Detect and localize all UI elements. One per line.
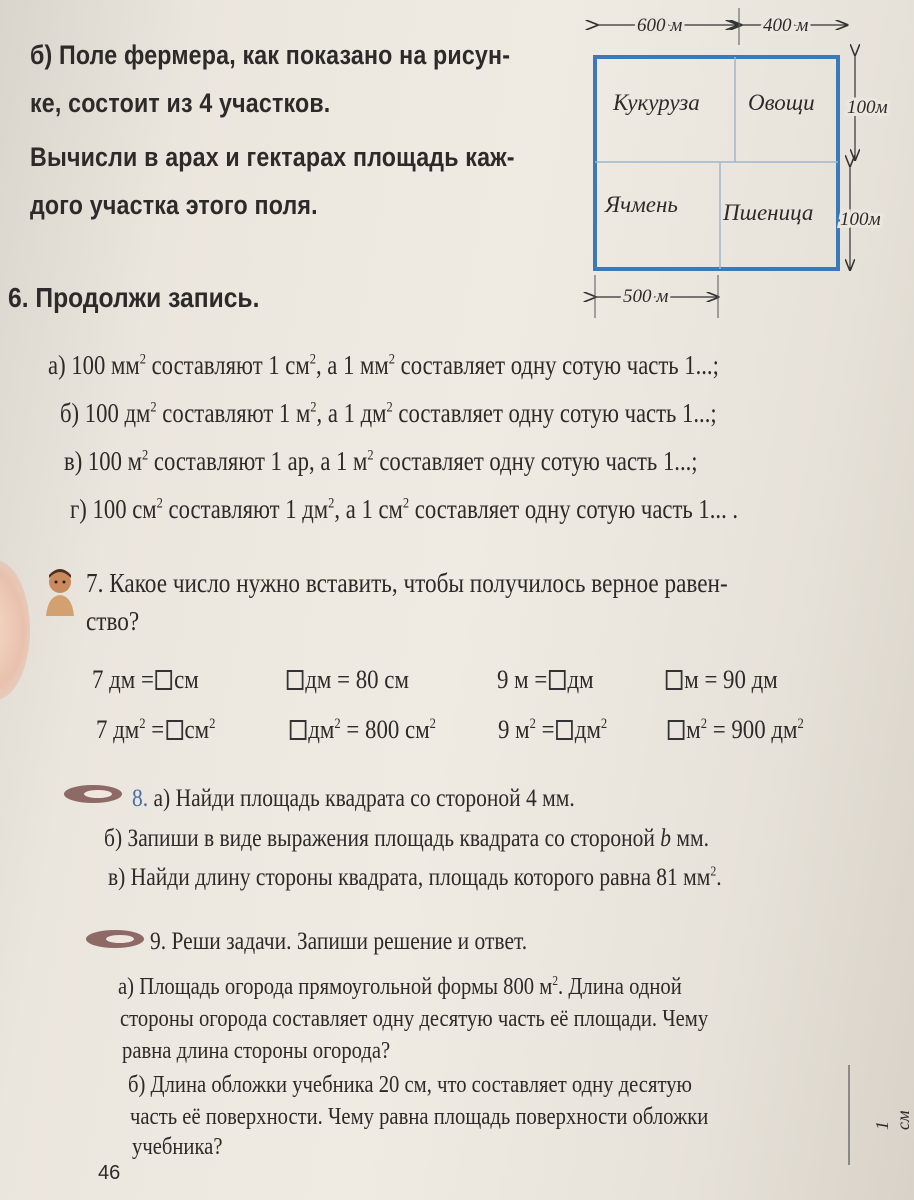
task9-title: 9. Реши задачи. Запиши решение и ответ. [150,928,528,955]
pencil-hand-icon [84,928,146,950]
task5b-line4: дого участка этого поля. [30,190,318,220]
answer-box[interactable] [290,720,307,740]
answer-box[interactable] [666,670,683,690]
answer-box[interactable] [668,720,685,740]
task5b-line1: б) Поле фермера, как показано на рисун- [30,40,511,70]
answer-box[interactable] [549,670,566,690]
svg-text:400 м: 400 м [763,15,809,36]
task6-item-g: г) 100 $см^2$ составляют 1 $дм^2$, а 1 $см^2$ составляет одну сотую часть 1... . [70,494,739,524]
answer-box[interactable] [166,720,183,740]
page-number: 46 [98,1162,121,1184]
answer-box[interactable] [156,670,173,690]
task9-b-line1: б) Длина обложки учебника 20 см, что составляет одну десятую [128,1072,692,1098]
eq-9m-dm: 9 м = дм [497,665,594,694]
task6-item-v: в) 100 $м^2$ составляют 1 ар, а 1 $м^2$ составляет одну сотую часть 1...; [64,446,698,476]
plot-vegetables-label: Овощи [748,90,815,115]
eq-7dm2-cm2: 7 $дм^2 = см^2$ [96,715,216,744]
task9-a-line3: равна длина стороны огорода? [122,1038,391,1064]
task6-item-a: а) 100 $мм^2$ составляют 1 $см^2$, а 1 $мм^2$ составляет одну сотую часть 1...; [48,350,719,380]
dimension-top-right [741,15,847,36]
task5b-line3: Вычисли в арах и гектарах площадь каж- [30,142,515,172]
task7-line2: ство? [86,606,140,636]
plot-wheat-label: Пшеница [723,200,814,225]
task9-a-line2: стороны огорода составляет одну десятую часть её площади. Чему [120,1006,709,1032]
dimension-bottom [595,286,718,307]
eq-m2-900dm2: $м^2 = 900$ $дм^2$ [666,715,804,745]
svg-text:100м: 100м [847,97,888,118]
pencil-hand-icon [62,783,124,805]
task6-item-b: б) 100 $дм^2$ составляют 1 $м^2$, а 1 $дм^2$ составляет одну сотую часть 1...; [60,398,717,428]
task8-b: б) Запиши в виде выражения площадь квадрата со стороной b мм. [104,825,710,852]
task8-a: 8. а) Найди площадь квадрата со стороной 4 мм. [132,785,575,812]
svg-text:100м: 100м [840,209,881,230]
svg-text:500 м: 500 м [623,286,669,307]
plot-corn-label: Кукуруза [613,90,700,115]
task9-b-line3: учебника? [132,1134,223,1160]
svg-text:600 м: 600 м [637,15,683,36]
eq-7dm-cm: 7 дм = см [92,665,199,694]
margin-note: 1 см [872,1110,913,1130]
answer-box[interactable] [287,670,304,690]
plot-barley-label: Ячмень [605,192,678,217]
task8-v: в) Найди длину стороны квадрата, площадь которого равна 81 $мм^2$. [108,863,722,891]
task5b-line2: ке, состоит из 4 участков. [30,88,331,118]
answer-box[interactable] [556,720,573,740]
field-border [595,57,838,269]
margin-ruler-line [848,1065,850,1165]
field-diagram [585,0,900,320]
thinking-boy-icon [40,566,80,616]
dimension-right-bottom [840,166,881,270]
dimension-top-left [597,15,737,36]
dimension-right-top [847,55,888,160]
task6-title: 6. Продолжи запись. [8,282,260,313]
task9-b-line2: часть её поверхности. Чему равна площадь поверхности обложки [130,1104,709,1130]
eq-m-90dm: м = 90 дм [664,665,778,695]
finger-shadow [0,560,30,700]
eq-dm-80cm: дм = 80 см [285,665,409,695]
task9-a-line1: а) Площадь огорода прямоугольной формы 800 $м^2$. Длина одной [118,972,682,1000]
eq-9m2-dm2: 9 $м^2 = дм^2$ [498,715,608,744]
task7-line1: 7. Какое число нужно вставить, чтобы получилось верное равен- [86,568,728,598]
eq-dm2-800cm2: $дм^2 = 800$ $см^2$ [288,715,436,745]
